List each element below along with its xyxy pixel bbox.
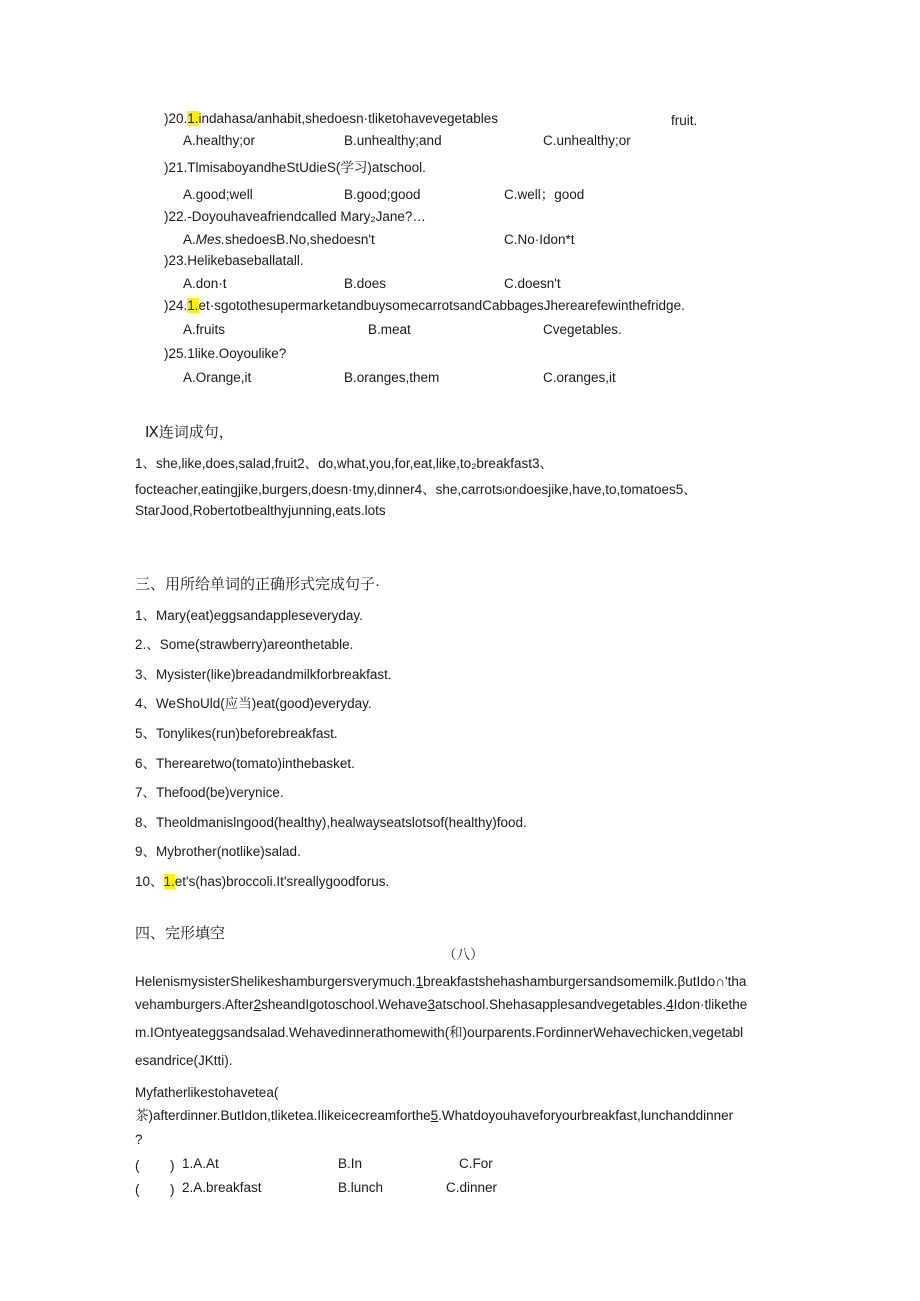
section-title: 四、完形填空 bbox=[135, 925, 226, 942]
blank-number: 1 bbox=[415, 974, 424, 989]
word-order-line: focteacher,eatingjike,burgers,doesn·tmy,dinner4、she,carrotsₗorₗdoesjike,have,to,tomatoes5、 bbox=[135, 482, 697, 497]
item-text: et's(has)broccoli.It'sreallygoodforus. bbox=[174, 874, 390, 889]
passage-subtitle: （八） bbox=[443, 947, 484, 962]
answer-paren-right: ) bbox=[170, 1182, 175, 1197]
question-21: )21.TlmisaboyandheStUdieS(学习)atschool. bbox=[164, 160, 426, 175]
text: breakfastshehashamburgersandsomemilk.βutIdo∩'tha bbox=[423, 974, 747, 989]
question-25: )25.1like.Ooyoulike? bbox=[164, 346, 287, 361]
answer-paren-left: ( bbox=[135, 1182, 140, 1197]
passage-line bbox=[135, 996, 747, 1014]
passage-line: esandrice(JKtti). bbox=[135, 1053, 233, 1068]
highlight-mark: 1. bbox=[187, 111, 199, 126]
option-a: A.don·t bbox=[183, 276, 227, 291]
option-a-rest: shedoesB.No,shedoesn't bbox=[225, 232, 375, 247]
passage-line: ? bbox=[135, 1132, 143, 1147]
section-title: Ⅸ连词成句， bbox=[145, 424, 234, 441]
exercise-item: 9、Mybrother(notlike)salad. bbox=[135, 844, 301, 859]
text: .Whatdoyouhaveforyourbreakfast,lunchanddinner bbox=[438, 1108, 734, 1123]
option-c: Cvegetables. bbox=[543, 322, 622, 337]
option-a-b bbox=[183, 231, 375, 249]
answer-paren-right: ) bbox=[170, 1158, 175, 1173]
option-b: B.good;good bbox=[344, 187, 421, 202]
option-a: 1.A.At bbox=[182, 1156, 219, 1171]
text: HelenismysisterShelikeshamburgersverymuch. bbox=[135, 974, 416, 989]
exercise-item: 6、Therearetwo(tomato)inthebasket. bbox=[135, 756, 355, 771]
text: 茶)afterdinner.ButIdon,tliketea.Ilikeicecreamforthe bbox=[135, 1108, 431, 1123]
exercise-item: 2.、Some(strawberry)areonthetable. bbox=[135, 637, 354, 652]
highlight-mark: 1. bbox=[187, 298, 199, 313]
passage-line: Myfatherlikestohavetea( bbox=[135, 1085, 279, 1100]
blank-number: 5 bbox=[430, 1108, 439, 1123]
question-number: )20. bbox=[164, 111, 188, 126]
option-b: B.unhealthy;and bbox=[344, 133, 442, 148]
blank-number: 4 bbox=[666, 997, 674, 1012]
highlight-mark: 1. bbox=[163, 874, 175, 889]
option-a: 2.A.breakfast bbox=[182, 1180, 262, 1195]
question-20-tail: fruit. bbox=[671, 113, 698, 128]
option-b: B.oranges,them bbox=[344, 370, 440, 385]
question-number: )24. bbox=[164, 298, 188, 313]
answer-paren-left: ( bbox=[135, 1158, 140, 1173]
option-b: B.lunch bbox=[338, 1180, 384, 1195]
option-a: A.healthy;or bbox=[183, 133, 256, 148]
exercise-item bbox=[135, 873, 389, 891]
question-22: )22.-Doyouhaveafriendcalled Mary₂Jane?… bbox=[164, 209, 426, 224]
option-c: C.doesn't bbox=[504, 276, 561, 291]
question-23: )23.Helikebaseballatall. bbox=[164, 253, 304, 268]
option-b: B.In bbox=[338, 1156, 363, 1171]
blank-number: 3 bbox=[427, 997, 435, 1012]
word-order-line: StarJood,Robertotbealthyjunning,eats.lots bbox=[135, 503, 386, 518]
question-text: indahasa/anhabit,shedoesn·tliketohavevegetables bbox=[198, 111, 499, 126]
option-c: C.oranges,it bbox=[543, 370, 616, 385]
question-text: et·sgotothesupermarketandbuysomecarrotsandCabbagesJherearefewinthefridge. bbox=[198, 298, 685, 313]
blank-number: 2 bbox=[253, 997, 262, 1012]
word-order-line: 1、she,like,does,salad,fruit2、do,what,you,for,eat,like,to₂breakfast3、 bbox=[135, 456, 553, 471]
item-number: 10、 bbox=[135, 874, 164, 889]
option-c: C.For bbox=[459, 1156, 493, 1171]
passage-line bbox=[135, 973, 746, 991]
question-24 bbox=[164, 297, 685, 315]
exercise-item: 4、WeShoUld(应当)eat(good)everyday. bbox=[135, 696, 372, 711]
text: Idon·tlikethe bbox=[673, 997, 748, 1012]
option-c: C.well；good bbox=[504, 187, 585, 202]
option-a-label: A. bbox=[183, 232, 196, 247]
option-b: B.does bbox=[344, 276, 387, 291]
text: atschool.Shehasapplesandvegetables. bbox=[434, 997, 667, 1012]
option-a-italic: Mes. bbox=[195, 232, 226, 247]
exercise-item: 5、Tonylikes(run)beforebreakfast. bbox=[135, 726, 338, 741]
exercise-item: 1、Mary(eat)eggsandappleseveryday. bbox=[135, 608, 363, 623]
option-c: C.No·Idon*t bbox=[504, 232, 575, 247]
option-a: A.Orange,it bbox=[183, 370, 252, 385]
exercise-item: 7、Thefood(be)verynice. bbox=[135, 785, 284, 800]
option-c: C.dinner bbox=[446, 1180, 498, 1195]
exercise-item: 8、Theoldmanislngood(healthy),healwayseatslotsof(healthy)food. bbox=[135, 815, 527, 830]
passage-line bbox=[135, 1107, 733, 1125]
exercise-item: 3、Mysister(like)breadandmilkforbreakfast. bbox=[135, 667, 392, 682]
question-20 bbox=[164, 110, 498, 128]
text: sheandIgotoschool.Wehave bbox=[261, 997, 428, 1012]
option-c: C.unhealthy;or bbox=[543, 133, 631, 148]
option-a: A.fruits bbox=[183, 322, 226, 337]
section-title: 三、用所给单词的正确形式完成句子· bbox=[135, 576, 380, 593]
text: vehamburgers.After bbox=[135, 997, 254, 1012]
passage-line: m.IOntyeateggsandsalad.Wehavedinnerathomewith(和)ourparents.FordinnerWehavechicken,vegetabl bbox=[135, 1025, 744, 1040]
option-a: A.good;well bbox=[183, 187, 253, 202]
option-b: B.meat bbox=[368, 322, 411, 337]
